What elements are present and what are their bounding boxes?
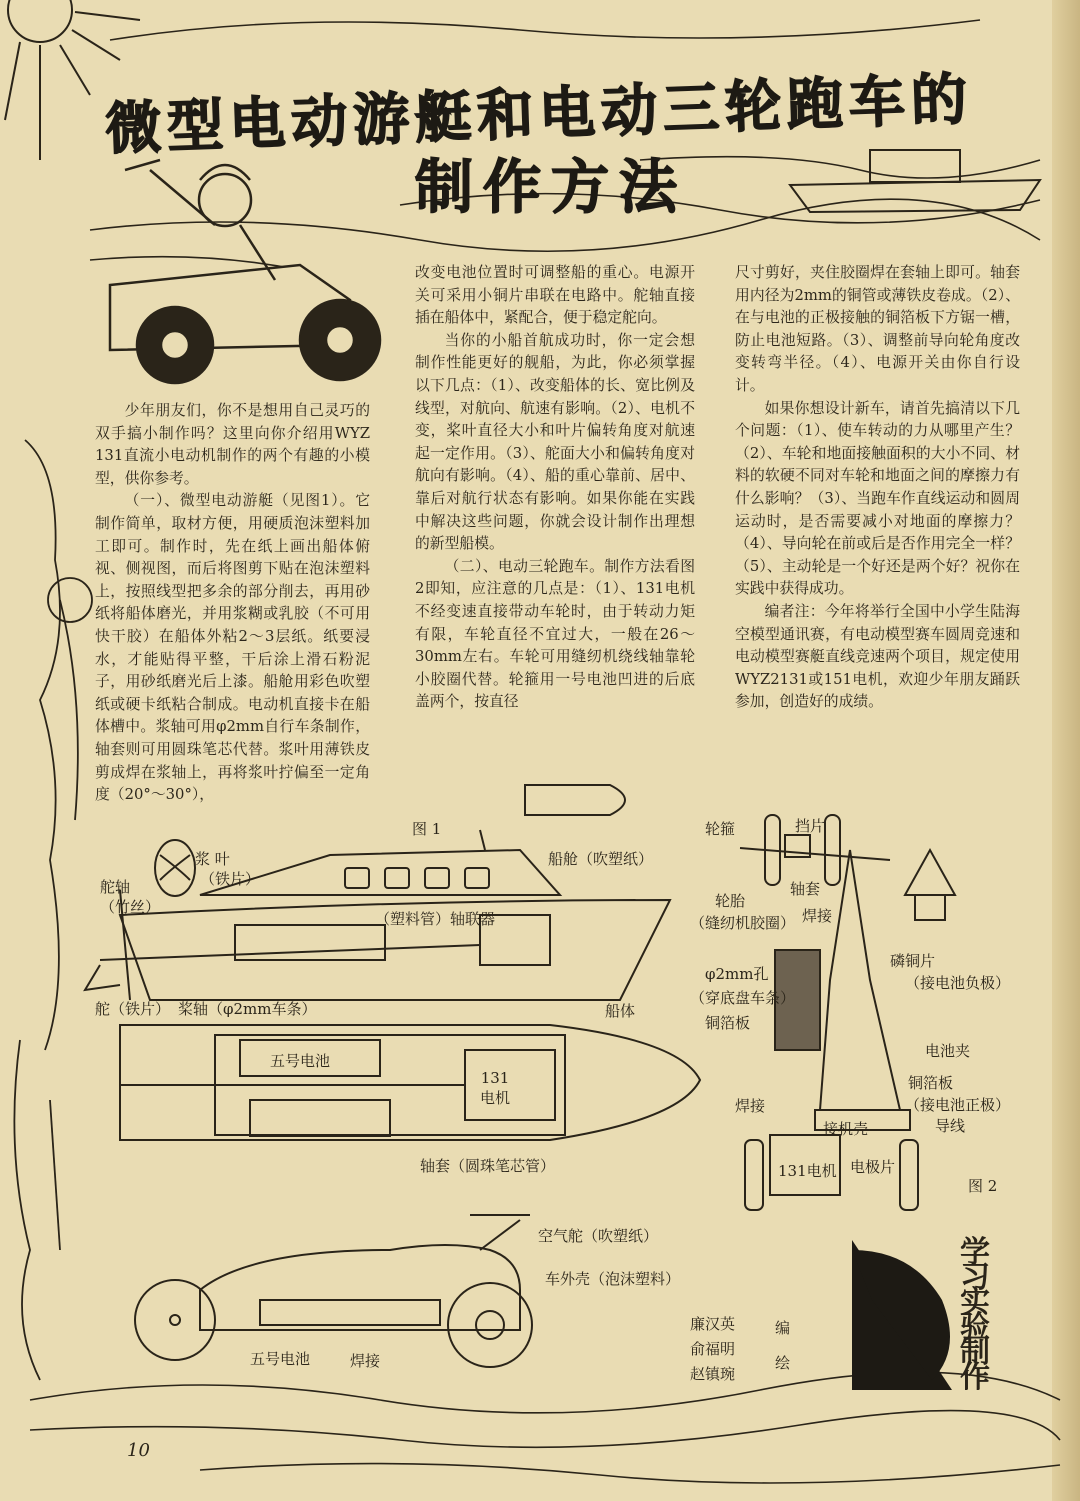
article-column-1 — [95, 400, 370, 807]
fig2-label-foil2: 铜箔板 — [908, 1074, 954, 1092]
fig1-label-propeller: 浆 叶 — [195, 850, 230, 868]
fig2-label-hole-note: （穿底盘车条） — [690, 989, 796, 1007]
credit-role-edit: 编 — [775, 1319, 791, 1337]
article-column-2 — [415, 262, 695, 714]
fig2-label-motor-case: 接机壳 — [823, 1120, 869, 1138]
fig2-caption: 图 2 — [968, 1177, 998, 1195]
fig1-boat-top — [120, 785, 700, 1140]
page-number: 10 — [127, 1440, 150, 1461]
paragraph: 尺寸剪好，夹住胶圈焊在套轴上即可。轴套用内径为2mm的铜管或薄铁皮卷成。（2）、在与电池的正极接触的铜箔板下方锯一槽，防止电池短路。（3）、调整前导向轮角度改变转弯半径。（4）、电源开关由你自行设计。 — [735, 264, 1020, 394]
fig2-label-bronze: 磷铜片 — [890, 952, 936, 970]
fig2-label-motor: 131电机 — [778, 1162, 837, 1180]
car-label-battery: 五号电池 — [250, 1350, 311, 1368]
fig2-label-axle-sleeve: 轴套 — [790, 880, 821, 898]
fig1-label-rudder-shaft: 舵轴 — [100, 878, 131, 896]
car-label-air-rudder: 空气舵（吹塑纸） — [538, 1227, 659, 1245]
fig2-label-weld1: 焊接 — [802, 907, 833, 925]
fig2-label-foil2-note: （接电池正极） — [905, 1096, 1011, 1114]
credits-names — [690, 1312, 735, 1387]
page-title-line1: 微型电动游艇和电动三轮跑车的 — [104, 67, 975, 163]
fig1-label-cabin: 船舱（吹塑纸） — [548, 850, 654, 868]
article-column-3 — [735, 262, 1020, 714]
fig1-label-tube: （塑料管）轴联器 — [375, 910, 496, 928]
cartoon-car-driver — [110, 160, 380, 383]
credit-role-draw: 绘 — [775, 1354, 791, 1372]
paragraph: 编者注：今年将举行全国中小学生陆海空模型通讯赛，有电动模型赛车圆周竞速和电动模型赛艇直线竞速两个项目，规定使用WYZ2131或151电机，欢迎少年朋友踊跃参加，创造好的成绩。 — [735, 602, 1020, 711]
logo-char: 制 — [960, 1335, 990, 1370]
fig2-label-tire-mat: （缝纫机胶圈） — [690, 914, 796, 932]
page-title-line2: 制作方法 — [415, 153, 688, 221]
paragraph: 少年朋友们，你不是想用自己灵巧的双手搞小制作吗？这里向你介绍用WYZ 131直流小电动机制作的两个有趣的小模型，供你参考。 — [95, 402, 370, 487]
fig1-caption: 图 1 — [412, 820, 442, 838]
fig1-label-rudder: 舵（铁片） — [95, 1000, 171, 1018]
car-side-view — [135, 1215, 532, 1367]
column-logo-text — [960, 1235, 1020, 1395]
credit-name: 赵镇琬 — [690, 1365, 736, 1383]
car-label-shell: 车外壳（泡沫塑料） — [545, 1270, 681, 1288]
fig2-label-electrode: 电极片 — [850, 1158, 896, 1176]
tree-illustrations — [14, 440, 92, 1380]
credit-name: 俞福明 — [690, 1340, 736, 1358]
logo-char: 学 — [960, 1235, 990, 1270]
fig1-label-motor: 131 电机 — [480, 1069, 511, 1107]
fig1-label-prop-shaft: 桨轴（φ2mm车条） — [178, 1000, 317, 1018]
fig1-label-hull: 船体 — [605, 1002, 636, 1020]
fig2-label-stop: 挡片 — [795, 817, 826, 835]
fig2-label-foil: 铜箔板 — [705, 1014, 751, 1032]
fig2-label-wire: 导线 — [935, 1117, 966, 1135]
ship-illustration — [790, 150, 1040, 212]
fig2-label-bronze-note: （接电池负极） — [905, 974, 1011, 992]
fig2-label-weld2: 焊接 — [735, 1097, 766, 1115]
logo-char: 实 — [960, 1285, 990, 1320]
paragraph: 如果你想设计新车，请首先搞清以下几个问题：（1）、使车转动的力从哪里产生？（2）、车轮和地面接触面积的大小不同、材料的软硬不同对车轮和地面之间的摩擦力有什么影响？（3）、当跑车作直线运动和圆周运动时，是否需要减小对地面的摩擦力？（4）、导向轮在前或后是否作用完全一样？（5）、主动轮是一个好还是两个好？祝你在实践中获得成功。 — [735, 399, 1020, 598]
fig1-label-propeller-mat: （铁片） — [200, 870, 261, 888]
paragraph: 改变电池位置时可调整船的重心。电源开关可采用小铜片串联在电路中。舵轴直接插在船体中，紧配合，便于稳定舵向。 — [415, 264, 695, 327]
fig1-label-rudder-shaft-mat: （竹丝） — [100, 898, 161, 916]
credit-name: 廉汉英 — [690, 1315, 736, 1333]
fig1-label-bushing: 轴套（圆珠笔芯管） — [420, 1157, 556, 1175]
paragraph: （一）、微型电动游艇（见图1）。它制作简单，取材方便，用硬质泡沫塑料加工即可。制作时，先在纸上画出船体俯视、侧视图，而后将图剪下贴在泡沫塑料上，按照线型把多余的部分削去，再用砂纸将船体磨光，并用浆糊或乳胶（不可用快干胶）在船体外粘2～3层纸。纸要浸水，才能贴得平整，干后涂上滑石粉泥子，用砂纸磨光后上漆。船舱用彩色吹塑纸或硬卡纸粘合制成。电动机直接卡在船体槽中。浆轴可用φ2mm自行车条制作，轴套则可用圆珠笔芯代替。浆叶用薄铁皮剪成焊在浆轴上，再将浆叶拧偏至一定角度（20°～30°）， — [95, 492, 370, 804]
logo-char: 习 — [960, 1260, 990, 1295]
fig2-label-clip: 电池夹 — [925, 1042, 971, 1060]
fig2-tricycle — [740, 815, 955, 1210]
logo-char: 验 — [960, 1310, 990, 1345]
paragraph: （二）、电动三轮跑车。制作方法看图2即知，应注意的几点是：（1）、131电机不经变速直接带动车轮时，由于转动力矩有限，车轮直径不宜过大，一般在26～30mm左右。车轮可用缝纫机绕线轴靠轮小胶圈代替。轮箍用一号电池凹进的后底盖两个，按直径 — [415, 557, 695, 711]
fig2-label-hole: φ2mm孔 — [705, 965, 769, 983]
fig1-label-battery: 五号电池 — [270, 1052, 331, 1070]
paragraph: 当你的小船首航成功时，你一定会想制作性能更好的舰船，为此，你必须掌握以下几点：（1）、改变船体的长、宽比例及线型，对航向、航速有影响。（2）、电机不变，桨叶直径大小和叶片偏转角度对航速起一定作用。（3）、舵面大小和偏转角度对航向有影响。（4）、船的重心靠前、居中、靠后对航行状态有影响。如果你能在实践中解决这些问题，你就会设计制作出理想的新型船模。 — [415, 331, 695, 553]
fig2-label-tire: 轮胎 — [715, 892, 746, 910]
logo-char: 作 — [960, 1360, 990, 1395]
fig2-label-rim: 轮箍 — [705, 820, 736, 838]
car-label-weld: 焊接 — [350, 1352, 381, 1370]
